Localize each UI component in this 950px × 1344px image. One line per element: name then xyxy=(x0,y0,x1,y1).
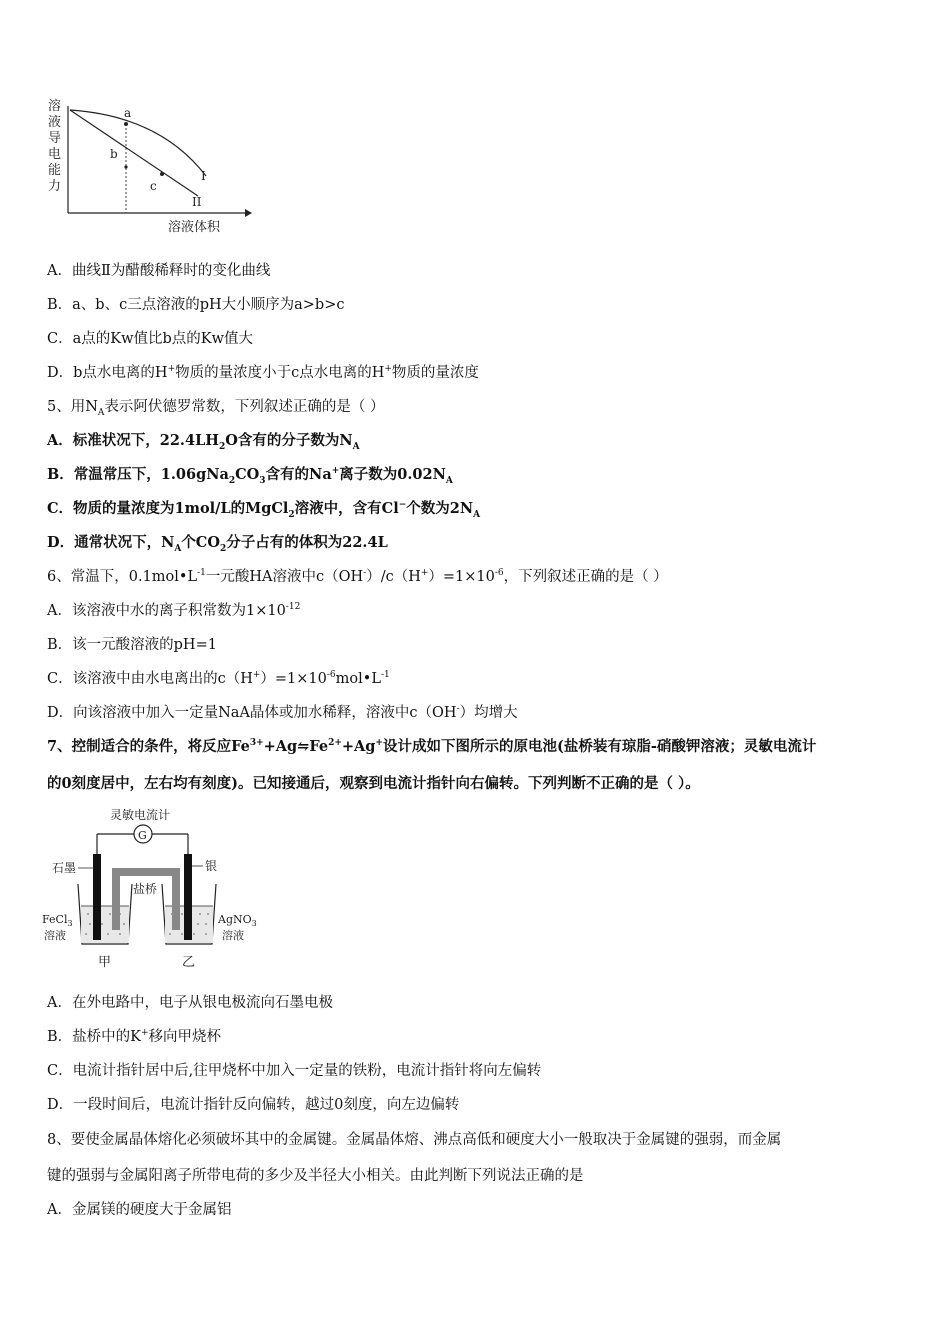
x-axis-label: 溶液体积 xyxy=(168,220,221,235)
q5-option-a: A．标准状况下，$22.4LH_2O$含有的分子数为$N_A$ xyxy=(47,432,360,452)
point-a-dot xyxy=(124,122,128,126)
point-b-label: b xyxy=(110,147,118,161)
q6-option-a: A．该溶液中水的离子积常数为$1\times 10^{-12}$ xyxy=(47,602,301,619)
q4-option-b: B．a、b、c三点溶液的pH大小顺序为a>b>c xyxy=(47,297,345,313)
point-a-label: a xyxy=(124,106,132,120)
y-label-char: 溶 xyxy=(48,99,62,114)
point-c-dot xyxy=(160,172,164,176)
y-label-char: 电 xyxy=(48,147,62,162)
galvanic-cell-diagram xyxy=(40,802,270,974)
curve-1 xyxy=(70,110,206,176)
q7-stem-line2: 的0刻度居中，左右均有刻度)。已知接通后，观察到电流计指针向右偏转。下列判断不正确的是（ ）。 xyxy=(47,775,700,792)
q7-stem-line1: 7、控制适合的条件，将反应$Fe^{3+}+Ag⇋Fe^{2+}+Ag^+$设计成如下图所示的原电池(盐桥装有琼脂-硝酸钾溶液；灵敏电流计 xyxy=(47,738,817,755)
curve-2-label: II xyxy=(192,195,202,209)
right-solution-label: AgNO$_3$ xyxy=(218,913,257,928)
salt-bridge-label: 盐桥 xyxy=(133,882,158,896)
silver-electrode xyxy=(184,854,192,940)
y-label-char: 能 xyxy=(48,163,62,178)
point-b-dot xyxy=(124,165,127,168)
right-solution-label-2: 溶液 xyxy=(222,929,244,942)
q7-option-b: B．盐桥中的K+移向甲烧杯 xyxy=(47,1028,222,1045)
q8-stem-line2: 键的强弱与金属阳离子所带电荷的多少及半径大小相关。由此判断下列说法正确的是 xyxy=(47,1168,584,1184)
y-label-char: 导 xyxy=(48,131,62,146)
right-beaker-label: 乙 xyxy=(182,955,196,970)
q5-stem: 5、用$N_A$表示阿伏德罗常数，下列叙述正确的是（ ） xyxy=(47,399,385,418)
left-solution-label-2: 溶液 xyxy=(44,929,66,942)
q5-option-c: C．物质的量浓度为1mol/L的MgCl$_2$溶液中，含有Cl−个数为$2N_A$ xyxy=(47,500,481,520)
curve-1-label: I xyxy=(201,169,206,183)
left-electrode-label: 石墨 xyxy=(52,861,77,875)
galvanometer-label: 灵敏电流计 xyxy=(110,808,171,822)
right-electrode-label: 银 xyxy=(205,859,218,873)
y-axis-label xyxy=(48,98,61,194)
q7-option-c: C．电流计指针居中后,往甲烧杯中加入一定量的铁粉，电流计指针将向左偏转 xyxy=(47,1063,542,1079)
x-axis-arrow xyxy=(245,209,252,217)
q4-option-c: C．a点的Kw值比b点的Kw值大 xyxy=(47,331,254,347)
q7-option-d: D．一段时间后，电流计指针反向偏转，越过0刻度，向左边偏转 xyxy=(47,1097,460,1113)
conductivity-graph xyxy=(40,92,260,240)
q6-option-c: C．该溶液中由水电离出的$c(H^+)=1\times 10^{-6}mol•L^{-1}$ xyxy=(47,670,390,687)
left-beaker-label: 甲 xyxy=(98,955,112,970)
galvanometer-symbol: G xyxy=(138,829,147,842)
q4-option-d: D．b点水电离的H+物质的量浓度小于c点水电离的H+物质的量浓度 xyxy=(47,364,479,381)
q4-option-a: A．曲线Ⅱ为醋酸稀释时的变化曲线 xyxy=(47,263,271,279)
graphite-electrode xyxy=(93,854,101,940)
q6-option-b: B．该一元酸溶液的pH=1 xyxy=(47,637,217,653)
q5-option-d: D．通常状况下，$N_A$个$CO_2$分子占有的体积为22.4L xyxy=(47,534,388,554)
q6-stem: 6、常温下，$0.1mol•L^{-1}$一元酸HA溶液中$c(OH^-)/c(H^+)=1\times 10^{-6}$，下列叙述正确的是（ ） xyxy=(47,568,668,585)
y-label-char: 液 xyxy=(48,115,62,130)
q7-option-a: A．在外电路中，电子从银电极流向石墨电极 xyxy=(47,995,333,1011)
q6-option-d: D．向该溶液中加入一定量NaA晶体或加水稀释，溶液中c（OH-）均增大 xyxy=(47,704,518,721)
q5-option-b: B．常温常压下，$1.06gNa_2CO_3$含有的Na+离子数为$0.02N_A$ xyxy=(47,466,453,486)
q8-option-a: A．金属镁的硬度大于金属铝 xyxy=(47,1202,232,1218)
y-label-char: 力 xyxy=(48,179,62,194)
q8-stem-line1: 8、要使金属晶体熔化必须破坏其中的金属键。金属晶体熔、沸点高低和硬度大小一般取决于金属键的强弱，而金属 xyxy=(47,1132,782,1148)
left-solution xyxy=(81,906,129,943)
left-solution-label: FeCl$_3$ xyxy=(42,913,73,928)
point-c-label: c xyxy=(150,179,157,193)
